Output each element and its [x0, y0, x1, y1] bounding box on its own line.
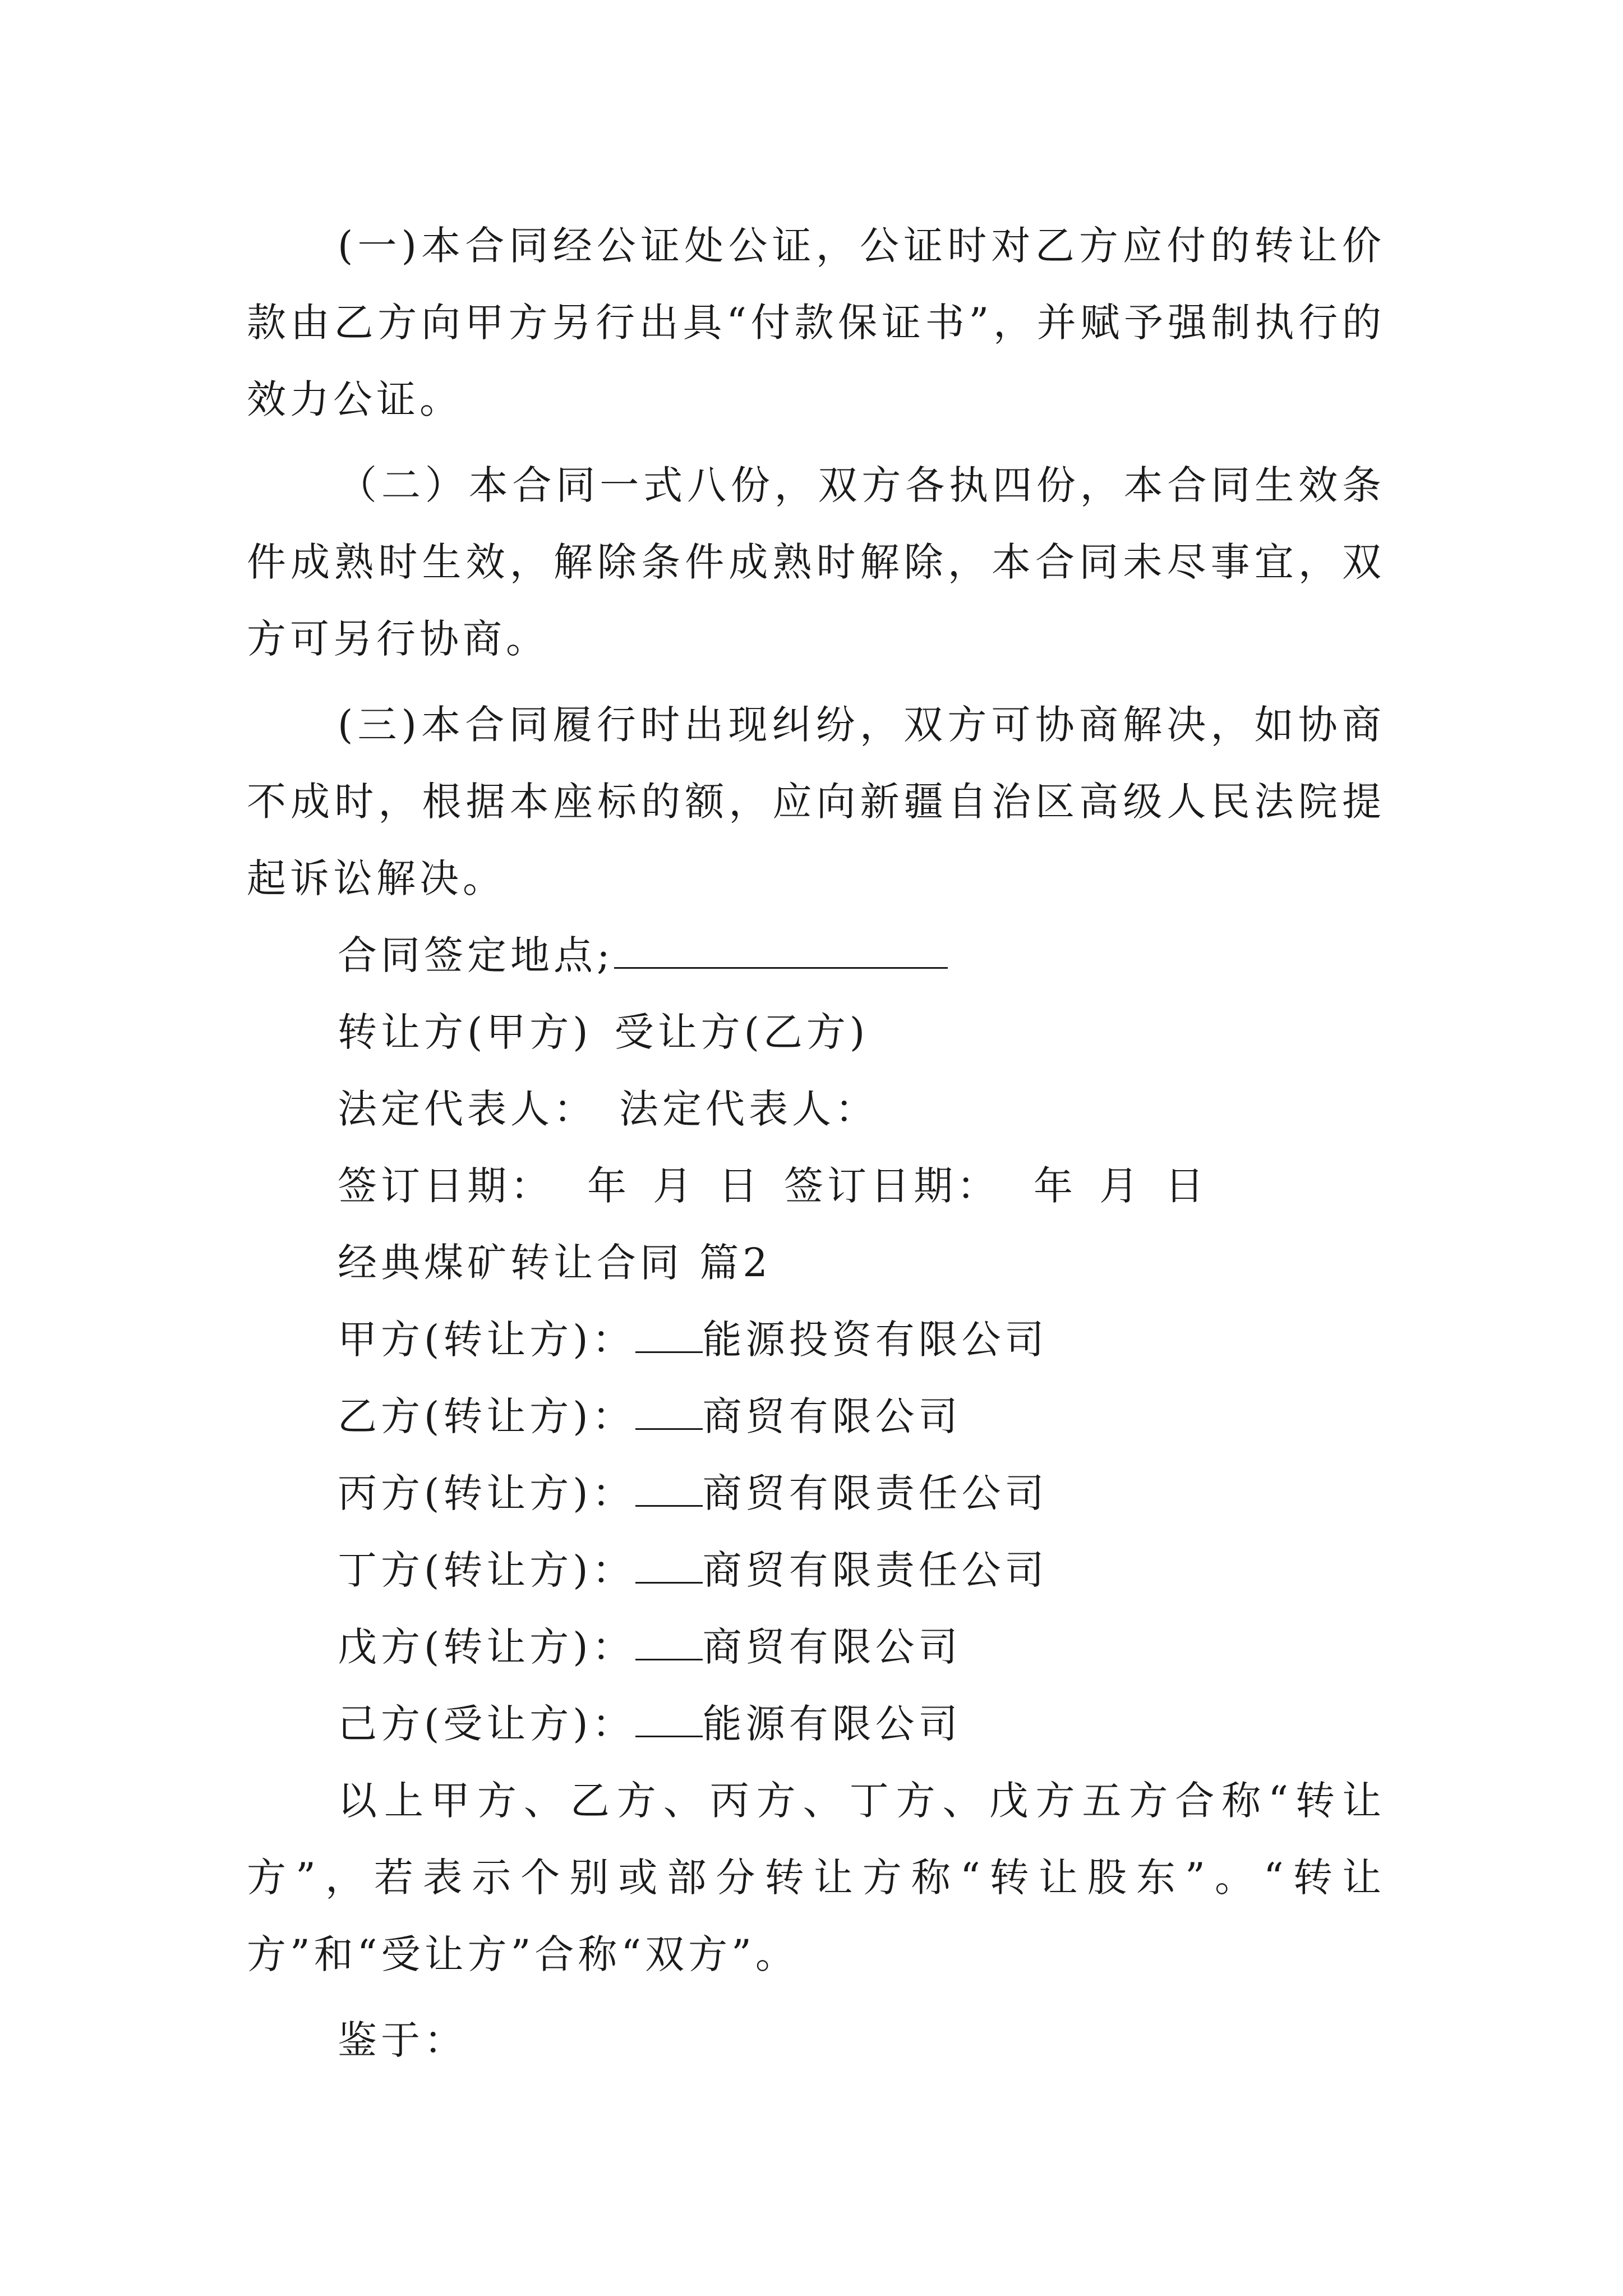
signing-place-label: 合同签定地点; — [338, 932, 614, 978]
party-line — [247, 1686, 1385, 1763]
party-name: 商贸有限公司 — [702, 1624, 962, 1670]
year-a: 年 — [587, 1163, 630, 1209]
party-label: 己方(受让方)： — [338, 1701, 635, 1747]
definition-paragraph: 以上甲方、乙方、丙方、丁方、戊方五方合称“转让方”，若表示个别或部分转让方称“转让股东”。“转让方”和“受让方”合称“双方”。 — [247, 1778, 1385, 1977]
party-name: 能源有限公司 — [702, 1701, 962, 1747]
month-a: 月 — [653, 1163, 696, 1209]
document-body — [247, 208, 1385, 2079]
party-line — [247, 1378, 1385, 1455]
month-b: 月 — [1099, 1163, 1142, 1209]
signing-place-blank — [614, 933, 948, 969]
section-title: 经典煤矿转让合同 篇2 — [338, 1240, 772, 1286]
representative-label-b: 法定代表人： — [619, 1086, 878, 1132]
date-label-b: 签订日期： — [784, 1163, 1000, 1209]
clause-1: (一)本合同经公证处公证，公证时对乙方应付的转让价款由乙方向甲方另行出具“付款保证书”，并赋予强制执行的效力公证。 — [247, 223, 1385, 422]
party-label: 丁方(转让方)： — [338, 1547, 635, 1593]
party-name: 商贸有限责任公司 — [702, 1470, 1048, 1516]
transferee-label: 受让方(乙方) — [614, 1009, 869, 1055]
signing-place-line — [247, 917, 1385, 994]
clause-3: (三)本合同履行时出现纠纷，双方可协商解决，如协商不成时，根据本座标的额，应向新疆自治区高级人民法院提起诉讼解决。 — [247, 702, 1385, 901]
clause-2: （二）本合同一式八份，双方各执四份，本合同生效条件成熟时生效，解除条件成熟时解除，本合同未尽事宜，双方可另行协商。 — [247, 462, 1385, 662]
party-label: 甲方(转让方)： — [338, 1317, 635, 1363]
party-name: 商贸有限公司 — [702, 1393, 962, 1439]
party-label: 乙方(转让方)： — [338, 1393, 635, 1439]
date-label-a: 签订日期： — [338, 1163, 554, 1209]
party-blank — [635, 1625, 703, 1660]
representative-label-a: 法定代表人： — [338, 1086, 597, 1132]
party-name: 商贸有限责任公司 — [702, 1547, 1048, 1593]
party-label: 丙方(转让方)： — [338, 1470, 635, 1516]
signing-date-line — [247, 1148, 1385, 1225]
party-line — [247, 1532, 1385, 1609]
party-line — [247, 1609, 1385, 1686]
party-line — [247, 1455, 1385, 1532]
party-blank — [635, 1318, 703, 1353]
party-blank — [635, 1395, 703, 1430]
day-b: 日 — [1165, 1163, 1208, 1209]
party-blank — [635, 1471, 703, 1507]
party-blank — [635, 1702, 703, 1737]
day-a: 日 — [718, 1163, 762, 1209]
parties-header-line — [247, 994, 1385, 1071]
year-b: 年 — [1034, 1163, 1077, 1209]
party-label: 戊方(转让方)： — [338, 1624, 635, 1670]
whereas-heading: 鉴于： — [338, 2017, 467, 2063]
representative-line — [247, 1071, 1385, 1148]
party-line — [247, 1301, 1385, 1378]
transferor-label: 转让方(甲方) — [338, 1009, 592, 1055]
party-name: 能源投资有限公司 — [702, 1317, 1048, 1363]
party-blank — [635, 1548, 703, 1584]
